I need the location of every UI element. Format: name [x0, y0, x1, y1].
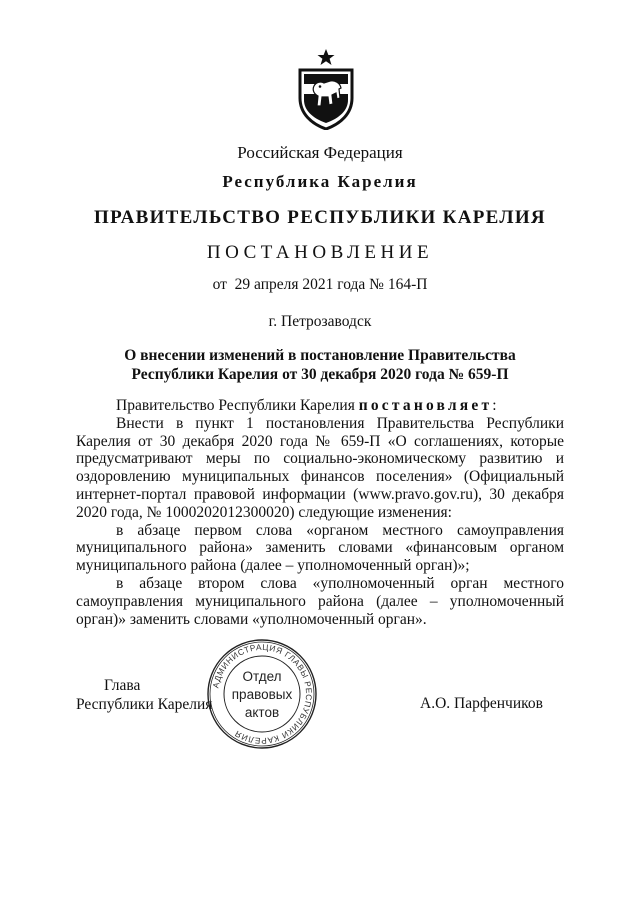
stamp-line-1: Отдел: [242, 669, 282, 684]
paragraph-first-change: в абзаце первом слова «органом местного самоуправления муниципального района» заменить словами «финансовым органом муниципального района (далее – уполномоченный орган)»;: [76, 521, 564, 575]
signatory-name: А.О. Парфенчиков: [420, 695, 543, 712]
paragraph-amendment: Внести в пункт 1 постановления Правительства Республики Карелия от 30 декабря 2020 года № 659-П «О соглашениях, которые предусматривают меры по социально-экономическому развитию и оздоровлению муниципальных финансов поселения» (Официальный интернет-портал правовой информации (www.pravo.gov.ru), 30 декабря 2020 года, № 1000202012300020) следующие изменения:: [76, 414, 564, 521]
government-title: ПРАВИТЕЛЬСТВО РЕСПУБЛИКИ КАРЕЛИЯ: [94, 207, 546, 228]
federation-line: Российская Федерация: [237, 143, 403, 162]
date-and-number: от 29 апреля 2021 года № 164-П: [212, 276, 428, 293]
signatory-title-line-1: Глава: [104, 677, 141, 694]
karelia-coat-of-arms-icon: [296, 48, 356, 130]
signatory-title-line-2: Республики Карелия: [76, 696, 213, 713]
intro-prefix: Правительство Республики Карелия: [116, 397, 359, 414]
subject-line-2: Республики Карелия от 30 декабря 2020 года № 659-П: [131, 366, 509, 383]
intro-decrees: постановляет: [358, 397, 493, 414]
stamp-ring-text: АДМИНИСТРАЦИЯ ГЛАВЫ РЕСПУБЛИКИ КАРЕЛИЯ: [210, 641, 315, 747]
official-stamp: [205, 637, 319, 751]
city: г. Петрозаводск: [268, 313, 372, 330]
document-body: [76, 397, 564, 628]
signatory-title: [76, 676, 212, 714]
stamp-line-2: правовых: [231, 687, 293, 702]
document-type: ПОСТАНОВЛЕНИЕ: [206, 242, 434, 263]
paragraph-second-change: в абзаце втором слова «уполномоченный орган местного самоуправления муниципального района (далее – уполномоченный орган)» заменить словами «уполномоченный орган».: [76, 574, 564, 628]
intro-paragraph: [76, 397, 564, 415]
subject-line-1: О внесении изменений в постановление Правительства: [124, 347, 516, 364]
stamp-line-3: актов: [244, 705, 280, 720]
intro-suffix: :: [492, 397, 497, 414]
republic-line: Республика Карелия: [222, 172, 418, 191]
document-subject: [0, 346, 640, 384]
